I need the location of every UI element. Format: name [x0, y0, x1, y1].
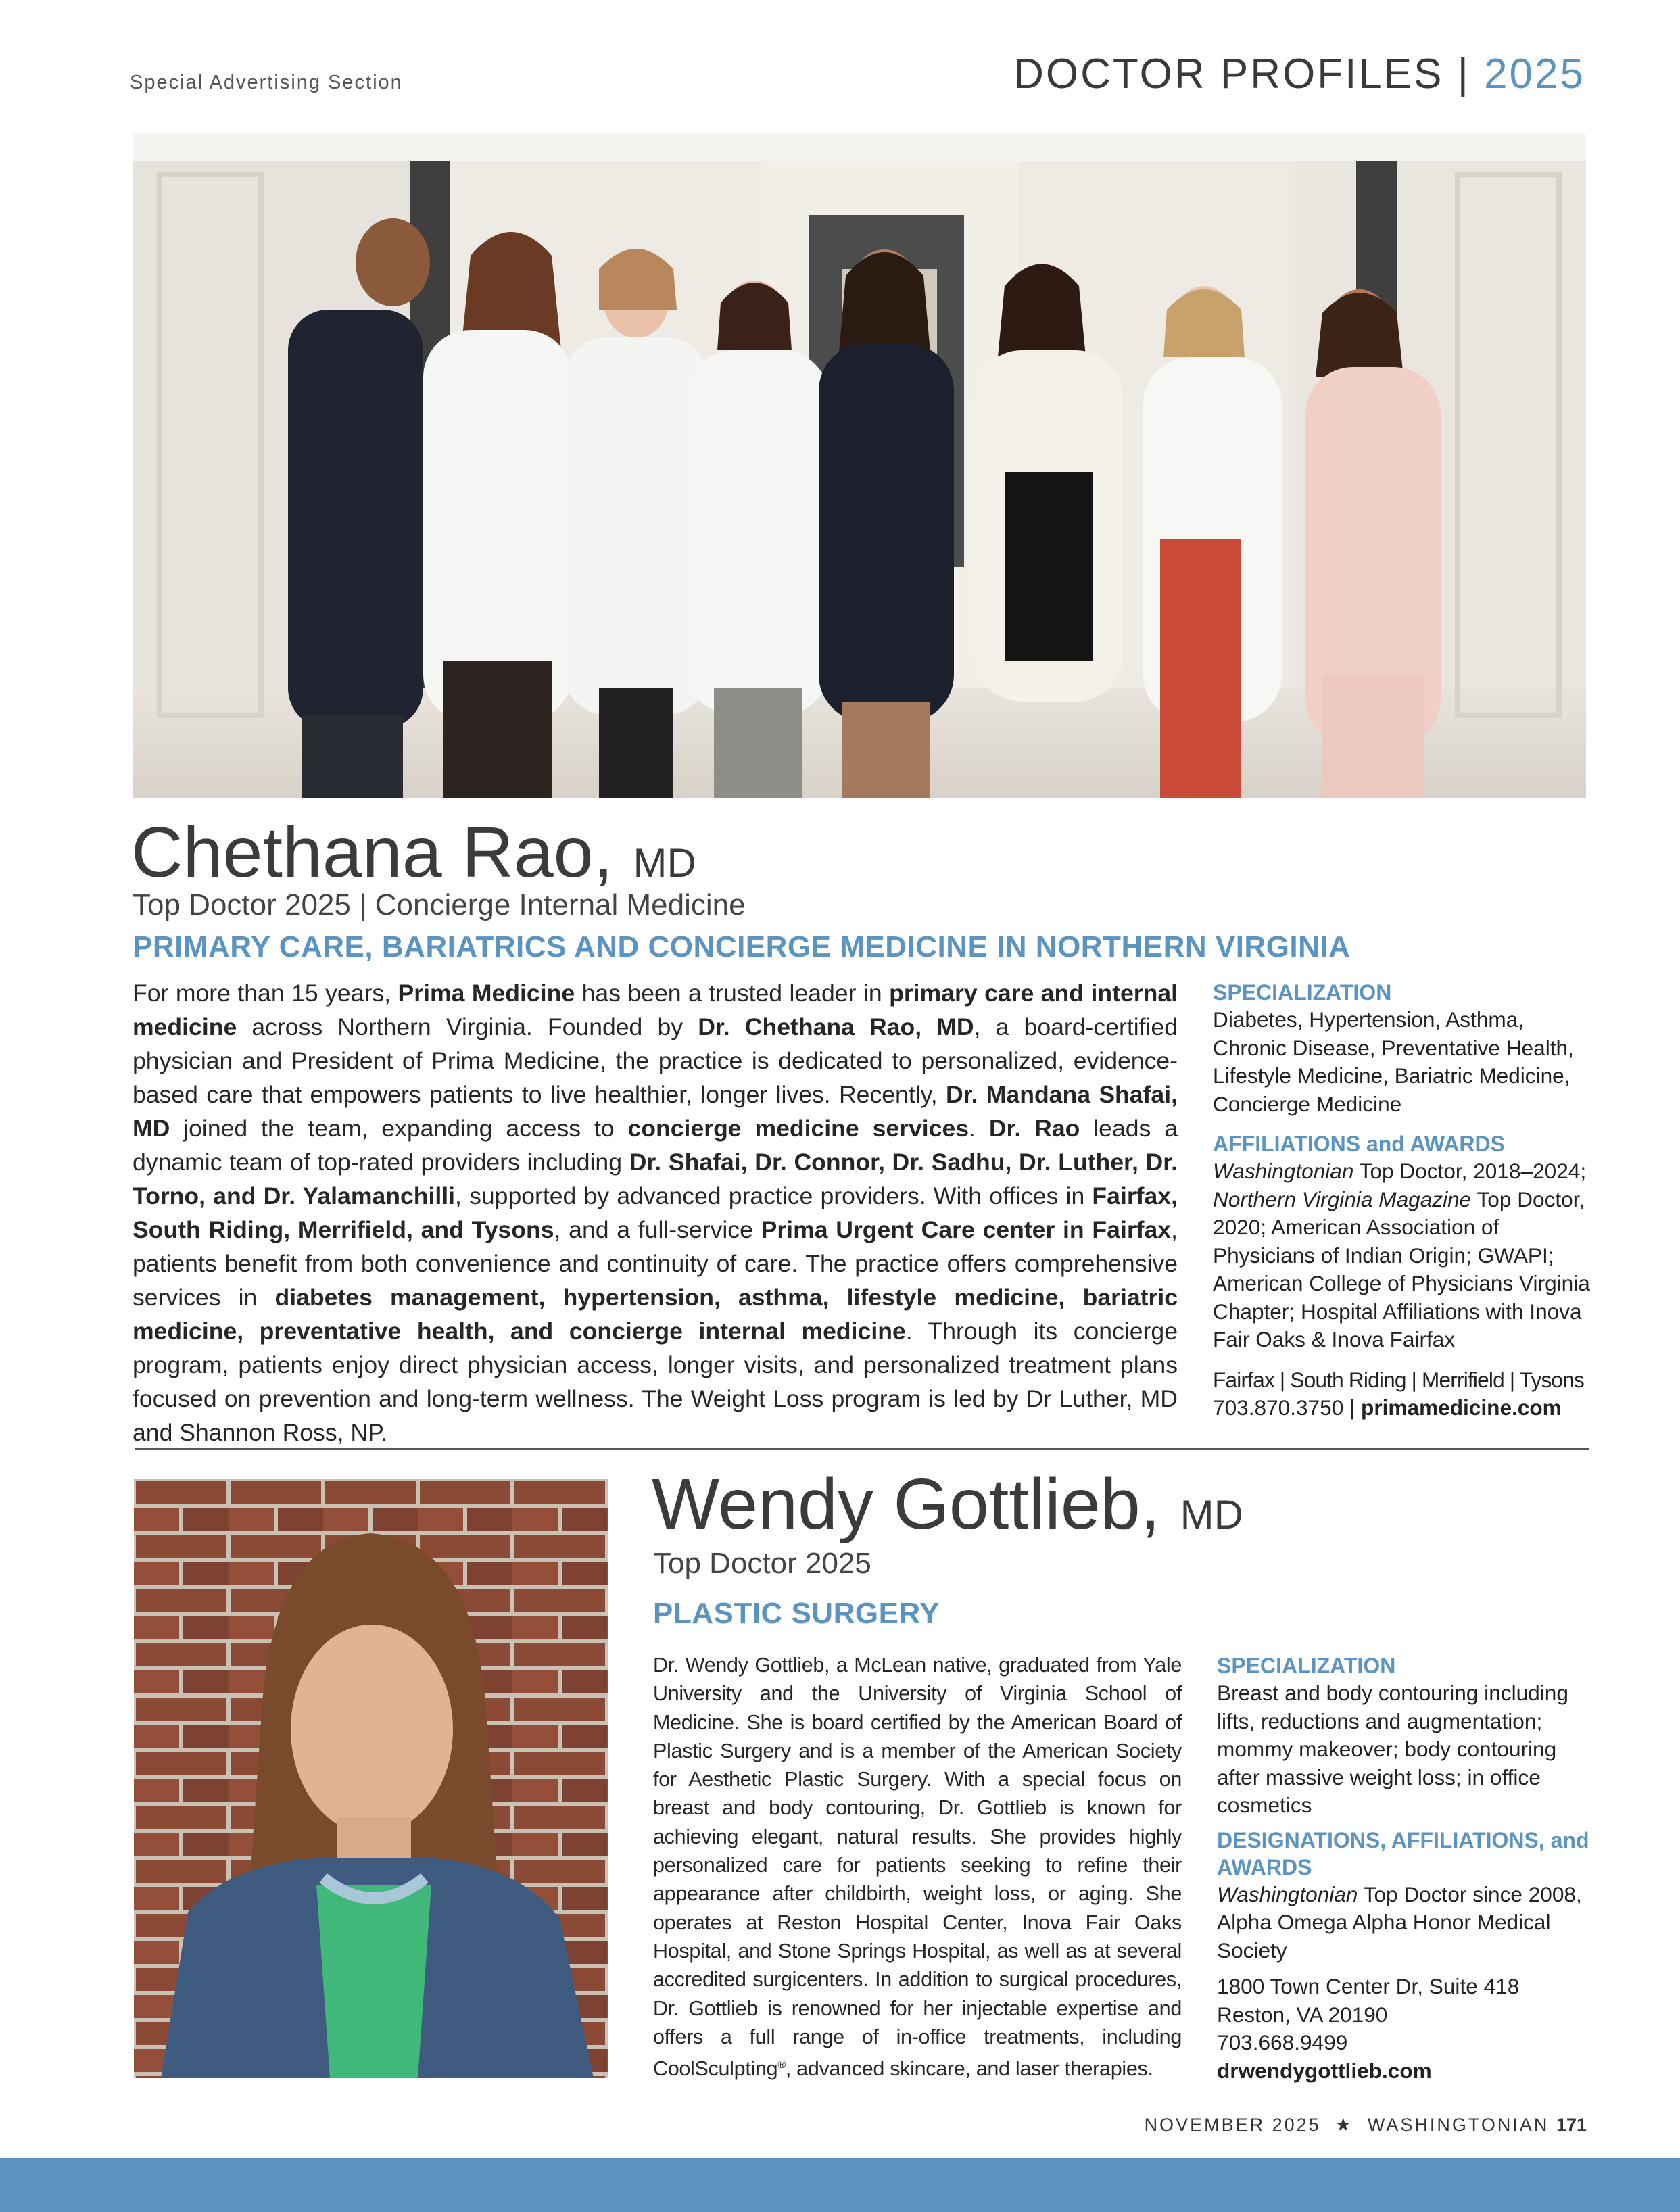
bottom-color-bar	[0, 2158, 1680, 2212]
body-text: .	[969, 1115, 989, 1142]
body-text: For more than 15 years,	[133, 980, 398, 1007]
profile-2-aff-heading: DESIGNATIONS, AFFILIATIONS, and AWARDS	[1217, 1827, 1589, 1879]
profile-1-locations: Fairfax | South Riding | Merrifield | Tysons	[1213, 1367, 1584, 1392]
contact-separator: |	[1343, 1395, 1362, 1420]
registered-mark: ®	[777, 2059, 786, 2071]
footer-month: NOVEMBER 2025	[1144, 2115, 1321, 2135]
team-group-photo	[133, 134, 1586, 798]
profile-1-body	[133, 976, 1178, 1449]
body-text: , and a full-service	[554, 1216, 761, 1243]
profile-1-spec-text: Diabetes, Hypertension, Asthma, Chronic Disease, Preventative Health, Lifestyle Medicine, Bariatric Medicine, Concierge Medicine	[1213, 1007, 1574, 1116]
body-text: Dr. Wendy Gottlieb, a McLean native, graduated from Yale University and the University of Virginia School of Medicine. She is board certified by the American Board of Plastic Surgery and is a member of the American Society for Aesthetic Plastic Surgery. With a special focus on breast and body contouring, Dr. Gottlieb is known for achieving elegant, natural results. She provides highly personalized care for patients seeking to refine their appearance after childbirth, weight loss, or aging. She operates at Reston Hospital Center, Inova Fair Oaks Hospital, and Stone Springs Hospital, as well as at several accredited surgicenters. In addition to surgical procedures, Dr. Gottlieb is renowned for her injectable expertise and offers a full range of in-office treatments, including CoolSculpting	[653, 1654, 1182, 2081]
header-year: 2025	[1484, 51, 1585, 97]
page-footer	[1145, 2115, 1587, 2136]
profile-1-subtitle: Top Doctor 2025 | Concierge Internal Medicine	[133, 888, 746, 921]
profile-1-aff-text	[1213, 1157, 1591, 1354]
profile-2-name	[652, 1464, 1243, 1544]
body-text: , patients benefit from both convenience and continuity of care. The practice offers comprehensive services in	[133, 1216, 1178, 1311]
profile-2-aff-text	[1217, 1881, 1595, 1965]
profile-1-headline: PRIMARY CARE, BARIATRICS AND CONCIERGE MEDICINE IN NORTHERN VIRGINIA	[133, 930, 1351, 963]
profile-2-body	[653, 1651, 1182, 2084]
profile-2-headline: PLASTIC SURGERY	[653, 1597, 940, 1630]
profile-1-name	[131, 813, 696, 892]
profile-2-subtitle: Top Doctor 2025	[653, 1547, 871, 1580]
page-header-title	[1013, 50, 1585, 98]
profile-2-address-line-2: Reston, VA 20190	[1217, 2002, 1388, 2027]
body-bold: Dr. Rao	[988, 1115, 1080, 1142]
profile-1-name-suffix: MD	[633, 840, 696, 886]
body-bold: primary care and internal medicine	[133, 980, 1178, 1040]
body-bold: Dr. Shafai, Dr. Connor, Dr. Sadhu, Dr. Luther, Dr. Torno, and Dr. Yalamanchilli	[133, 1149, 1178, 1209]
profile-1-spec-heading: SPECIALIZATION	[1213, 980, 1392, 1005]
profile-1-aff-heading: AFFILIATIONS and AWARDS	[1213, 1132, 1505, 1156]
body-text: across Northern Virginia. Founded by	[237, 1013, 698, 1040]
profile-2-spec-text: Breast and body contouring including lifts, reductions and augmentation; mommy makeover; body contouring after massive weight loss; in office cosmetics	[1217, 1681, 1568, 1817]
body-bold: Dr. Mandana Shafai, MD	[133, 1081, 1178, 1142]
profile-1-phone: 703.870.3750	[1213, 1395, 1344, 1420]
star-icon: ★	[1335, 2115, 1353, 2135]
aff-italic: Washingtonian	[1213, 1159, 1354, 1183]
profile-1-name-text: Chethana Rao,	[131, 813, 614, 892]
footer-magazine: WASHINGTONIAN	[1367, 2115, 1550, 2135]
body-text: . Through its concierge program, patients enjoy direct physician access, longer visits, and personalized treatment plans focused on prevention and long-term wellness. The Weight Loss program is led by Dr Luther, MD and Shannon Ross, NP.	[133, 1318, 1178, 1446]
body-text: joined the team, expanding access to	[170, 1115, 628, 1142]
profile-1-website-link[interactable]: primamedicine.com	[1361, 1395, 1562, 1420]
body-text: has been a trusted leader in	[575, 980, 890, 1007]
page-number: 171	[1556, 2115, 1587, 2135]
header-separator: |	[1443, 51, 1485, 97]
wendy-gottlieb-portrait	[134, 1479, 608, 2078]
aff-italic: Northern Virginia Magazine	[1213, 1186, 1472, 1211]
body-bold: diabetes management, hypertension, asthma, lifestyle medicine, bariatric medicine, preventative health, and concierge internal medicine	[133, 1284, 1178, 1345]
profile-1-contact	[1213, 1394, 1591, 1422]
body-bold: Dr. Chethana Rao, MD	[698, 1013, 974, 1040]
profile-2-sidebar	[1217, 1652, 1595, 2085]
section-label: Special Advertising Section	[130, 72, 403, 93]
body-bold: Prima Urgent Care center in Fairfax	[761, 1216, 1172, 1243]
body-text: leads a dynamic team of top-rated providers including	[133, 1115, 1178, 1176]
profile-2-address-line-1: 1800 Town Center Dr, Suite 418	[1217, 1974, 1520, 1998]
profile-2-website-link[interactable]: drwendygottlieb.com	[1217, 2058, 1432, 2083]
header-title: DOCTOR PROFILES	[1013, 51, 1444, 97]
profile-2-spec-heading: SPECIALIZATION	[1217, 1654, 1396, 1678]
aff-text: Top Doctor since 2008, Alpha Omega Alpha Honor Medical Society	[1217, 1881, 1582, 1963]
body-bold: Fairfax, South Riding, Merrifield, and Tysons	[133, 1182, 1178, 1243]
body-text: , supported by advanced practice providers. With offices in	[455, 1182, 1093, 1209]
aff-text: Top Doctor, 2018–2024;	[1353, 1159, 1587, 1183]
profile-2-name-text: Wendy Gottlieb,	[652, 1464, 1161, 1544]
section-divider	[135, 1448, 1589, 1450]
profile-2-phone: 703.668.9499	[1217, 2030, 1348, 2054]
aff-italic: Washingtonian	[1217, 1881, 1358, 1906]
profile-1-sidebar	[1213, 979, 1591, 1422]
profile-2-name-suffix: MD	[1180, 1492, 1243, 1537]
body-text: , advanced skincare, and laser therapies.	[785, 2057, 1153, 2081]
body-bold: Prima Medicine	[398, 980, 575, 1007]
body-text: , a board-certified physician and President of Prima Medicine, the practice is dedicated to personalized, evidence-based care that empowers patients to live healthier, longer lives. Recently,	[133, 1013, 1178, 1108]
body-bold: concierge medicine services	[627, 1115, 969, 1142]
aff-text: Top Doctor, 2020; American Association of Physicians of Indian Origin; GWAPI; American College of Physicians Virginia Chapter; Hospital Affiliations with Inova Fair Oaks & Inova Fairfax	[1213, 1186, 1590, 1351]
